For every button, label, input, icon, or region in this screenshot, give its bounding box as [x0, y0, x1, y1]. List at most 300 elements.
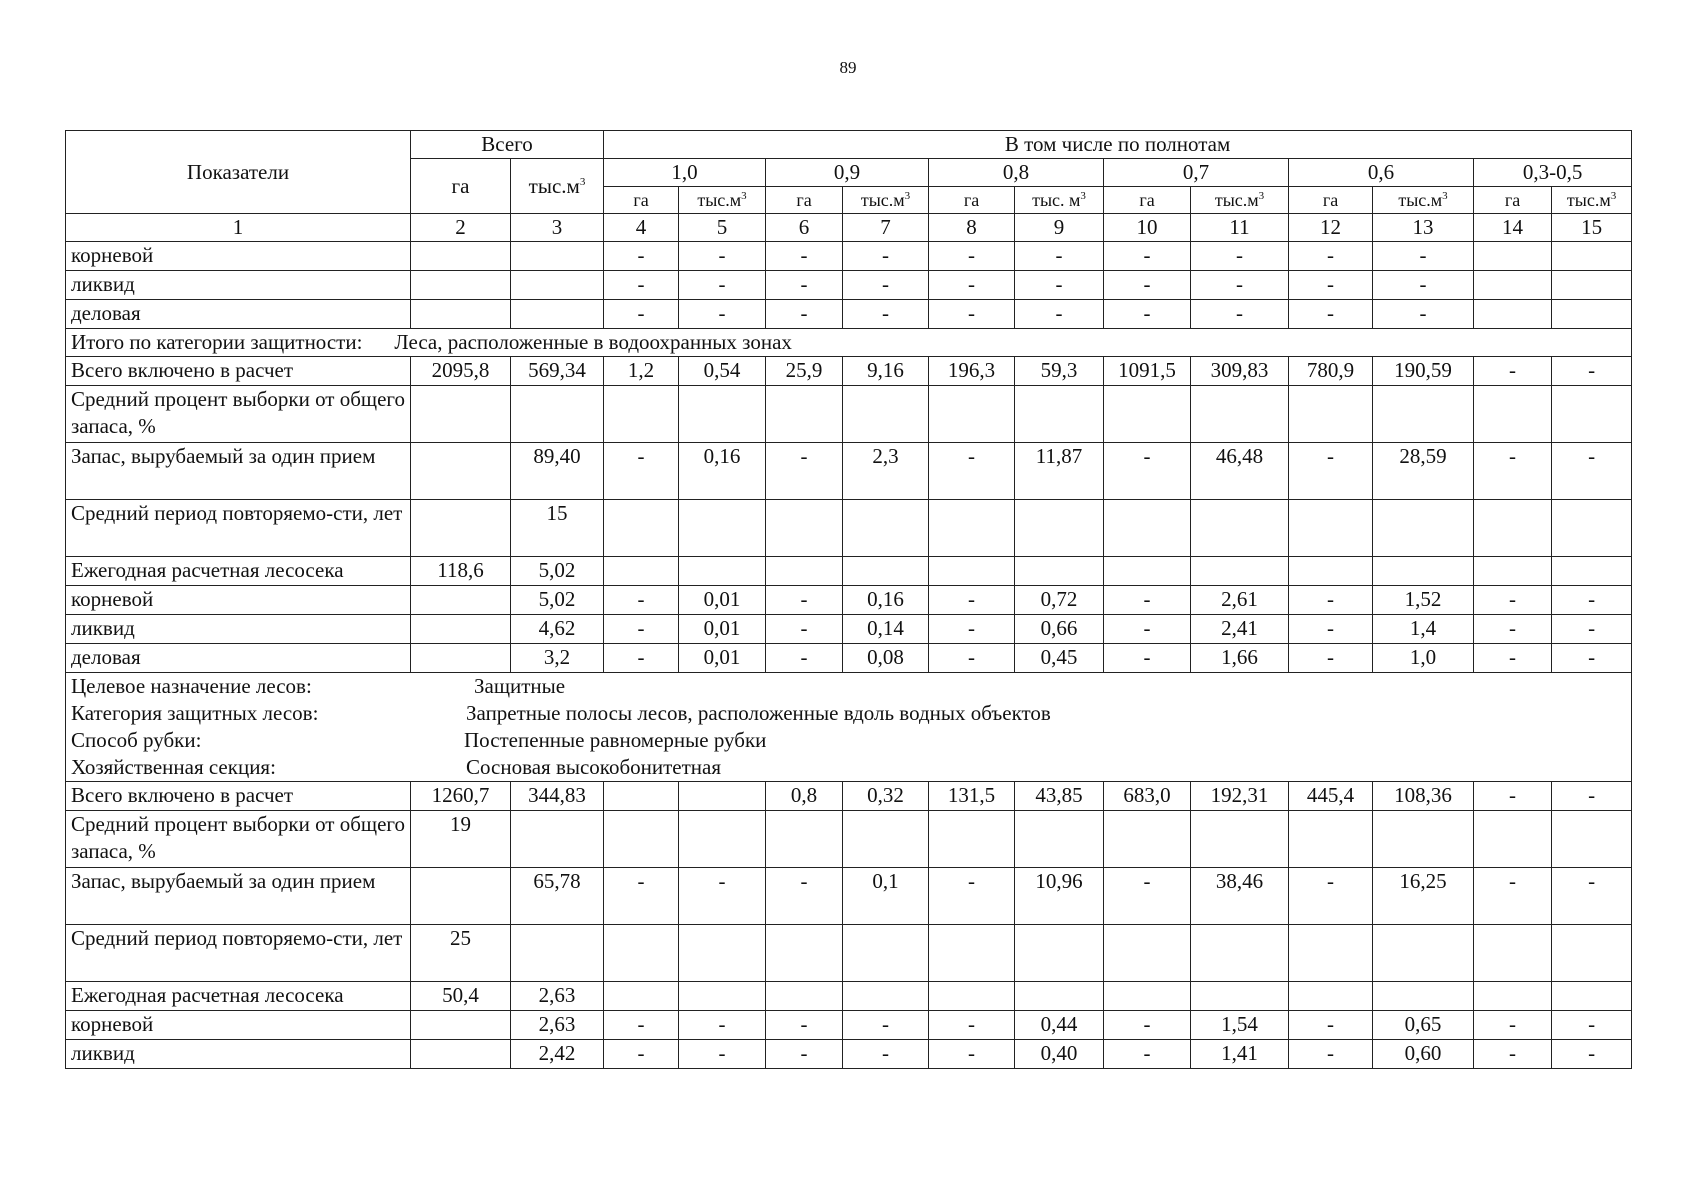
- table-cell: 2,63: [511, 1011, 604, 1040]
- info-label: Целевое назначение лесов:: [71, 674, 312, 698]
- table-cell: 0,14: [843, 615, 929, 644]
- table-cell: 25: [411, 925, 511, 982]
- table-cell: [604, 925, 679, 982]
- table-cell: -: [766, 615, 843, 644]
- table-cell: -: [604, 868, 679, 925]
- table-cell: [411, 300, 511, 329]
- table-cell: 0,60: [1373, 1040, 1474, 1069]
- table-cell: [1015, 557, 1104, 586]
- table-cell: [511, 271, 604, 300]
- table-cell: [929, 557, 1015, 586]
- header-sub-m3: тыс. $м^3$: [1015, 187, 1104, 214]
- info-value: Защитные: [474, 674, 566, 698]
- table-cell: -: [1289, 443, 1373, 500]
- table-cell: 2,63: [511, 982, 604, 1011]
- table-cell: [1104, 557, 1191, 586]
- header-sub-m3: $тыс.м^3$: [679, 187, 766, 214]
- column-number: 13: [1373, 214, 1474, 242]
- table-cell: [604, 782, 679, 811]
- table-cell: -: [1289, 300, 1373, 329]
- table-cell: -: [679, 300, 766, 329]
- table-cell: -: [1289, 586, 1373, 615]
- table-cell: 445,4: [1289, 782, 1373, 811]
- table-cell: -: [929, 1011, 1015, 1040]
- table-cell: -: [766, 586, 843, 615]
- header-sub-ha: га: [1289, 187, 1373, 214]
- info-label: Категория защитных лесов:: [71, 701, 319, 725]
- table-cell: [1289, 557, 1373, 586]
- header-sub-ha: га: [766, 187, 843, 214]
- table-cell: [1373, 925, 1474, 982]
- table-cell: 0,16: [679, 443, 766, 500]
- table-cell: 1260,7: [411, 782, 511, 811]
- row-label: Ежегодная расчетная лесосека: [66, 557, 411, 586]
- info-block: [66, 673, 1632, 782]
- table-cell: 5,02: [511, 557, 604, 586]
- table-cell: [843, 557, 929, 586]
- table-cell: [604, 811, 679, 868]
- table-cell: 780,9: [1289, 357, 1373, 386]
- table-cell: -: [1104, 271, 1191, 300]
- table-cell: 43,85: [1015, 782, 1104, 811]
- table-cell: [1191, 386, 1289, 443]
- table-cell: [1191, 982, 1289, 1011]
- table-cell: 683,0: [1104, 782, 1191, 811]
- table-cell: -: [679, 271, 766, 300]
- header-total-m3: $тыс.м^3$: [511, 159, 604, 214]
- info-line: [71, 700, 1626, 727]
- header-sub-ha: га: [929, 187, 1015, 214]
- table-cell: -: [1289, 1040, 1373, 1069]
- table-cell: 0,66: [1015, 615, 1104, 644]
- table-cell: 196,3: [929, 357, 1015, 386]
- table-row: [66, 443, 1632, 500]
- column-number: 10: [1104, 214, 1191, 242]
- table-cell: 1091,5: [1104, 357, 1191, 386]
- table-cell: [411, 242, 511, 271]
- row-label: Запас, вырубаемый за один прием: [66, 443, 411, 500]
- table-cell: [1474, 982, 1552, 1011]
- table-cell: -: [1104, 1011, 1191, 1040]
- table-cell: [511, 386, 604, 443]
- table-cell: 0,54: [679, 357, 766, 386]
- table-cell: [843, 500, 929, 557]
- table-cell: -: [604, 1011, 679, 1040]
- table-cell: [604, 557, 679, 586]
- table-cell: 0,72: [1015, 586, 1104, 615]
- table-cell: [411, 586, 511, 615]
- header-density-5: 0,6: [1289, 159, 1474, 187]
- header-density-3: 0,8: [929, 159, 1104, 187]
- table-cell: 46,48: [1191, 443, 1289, 500]
- table-cell: [604, 500, 679, 557]
- table-cell: -: [1191, 300, 1289, 329]
- table-row: [66, 557, 1632, 586]
- table-cell: [679, 782, 766, 811]
- table-cell: 15: [511, 500, 604, 557]
- header-density-2: 0,9: [766, 159, 929, 187]
- table-cell: -: [1015, 300, 1104, 329]
- table-cell: [1289, 982, 1373, 1011]
- table-cell: -: [1552, 586, 1632, 615]
- table-cell: -: [1552, 1040, 1632, 1069]
- table-cell: -: [604, 586, 679, 615]
- row-label: корневой: [66, 242, 411, 271]
- header-density-4: 0,7: [1104, 159, 1289, 187]
- table-cell: -: [929, 586, 1015, 615]
- table-cell: [929, 500, 1015, 557]
- header-sub-m3: $тыс.м^3$: [1552, 187, 1632, 214]
- table-cell: 569,34: [511, 357, 604, 386]
- table-cell: -: [1552, 868, 1632, 925]
- table-cell: [411, 443, 511, 500]
- table-cell: -: [766, 300, 843, 329]
- column-number: 4: [604, 214, 679, 242]
- table-row: [66, 982, 1632, 1011]
- table-cell: -: [1289, 615, 1373, 644]
- table-row: [66, 782, 1632, 811]
- table-cell: [411, 644, 511, 673]
- info-label: Хозяйственная секция:: [71, 755, 276, 779]
- table-cell: [1474, 300, 1552, 329]
- row-label: деловая: [66, 300, 411, 329]
- header-sub-m3: $тыс.м^3$: [1191, 187, 1289, 214]
- row-label: Запас, вырубаемый за один прием: [66, 868, 411, 925]
- row-label: ликвид: [66, 271, 411, 300]
- table-cell: 1,66: [1191, 644, 1289, 673]
- header-sub-m3: $тыс.м^3$: [1373, 187, 1474, 214]
- table-cell: -: [1289, 644, 1373, 673]
- table-cell: -: [929, 615, 1015, 644]
- table-cell: -: [1474, 357, 1552, 386]
- table-row: [66, 1011, 1632, 1040]
- table-row: [66, 300, 1632, 329]
- table-cell: 28,59: [1373, 443, 1474, 500]
- row-label: Средний период повторяемо-сти, лет: [66, 925, 411, 982]
- table-cell: -: [766, 1011, 843, 1040]
- table-cell: [766, 811, 843, 868]
- table-cell: [411, 868, 511, 925]
- table-cell: [679, 386, 766, 443]
- table-cell: 89,40: [511, 443, 604, 500]
- table-cell: -: [604, 615, 679, 644]
- table-cell: 2,3: [843, 443, 929, 500]
- table-cell: -: [1373, 271, 1474, 300]
- column-number: 9: [1015, 214, 1104, 242]
- table-cell: 1,4: [1373, 615, 1474, 644]
- table-cell: -: [766, 644, 843, 673]
- table-cell: [1015, 386, 1104, 443]
- table-cell: [1289, 500, 1373, 557]
- table-cell: -: [929, 300, 1015, 329]
- table-cell: -: [604, 1040, 679, 1069]
- category-total-value: Леса, расположенные в водоохранных зонах: [394, 330, 792, 354]
- header-sub-m3: $тыс.м^3$: [843, 187, 929, 214]
- table-cell: [1104, 982, 1191, 1011]
- header-density-1: 1,0: [604, 159, 766, 187]
- table-cell: [1552, 925, 1632, 982]
- table-cell: [1289, 925, 1373, 982]
- table-cell: -: [1552, 443, 1632, 500]
- column-number: 7: [843, 214, 929, 242]
- table-row: [66, 271, 1632, 300]
- table-cell: -: [929, 443, 1015, 500]
- forest-calculation-table: [65, 130, 1632, 1069]
- table-cell: 344,83: [511, 782, 604, 811]
- row-label: Всего включено в расчет: [66, 782, 411, 811]
- row-label: Средний процент выборки от общего запаса, %: [66, 811, 411, 868]
- table-cell: [511, 242, 604, 271]
- header-total-ha: га: [411, 159, 511, 214]
- category-total-label: Итого по категории защитности:: [71, 330, 363, 354]
- table-cell: -: [1552, 615, 1632, 644]
- table-cell: -: [604, 644, 679, 673]
- table-cell: -: [929, 271, 1015, 300]
- table-cell: 3,2: [511, 644, 604, 673]
- table-row: [66, 357, 1632, 386]
- table-cell: -: [679, 242, 766, 271]
- row-label: Средний период повторяемо-сти, лет: [66, 500, 411, 557]
- header-sub-ha: га: [1104, 187, 1191, 214]
- table-cell: [1552, 557, 1632, 586]
- info-value: Постепенные равномерные рубки: [464, 728, 767, 752]
- table-cell: [1373, 811, 1474, 868]
- table-cell: [1552, 500, 1632, 557]
- table-cell: -: [843, 242, 929, 271]
- table-cell: [1191, 500, 1289, 557]
- table-cell: [679, 557, 766, 586]
- table-cell: -: [929, 644, 1015, 673]
- table-cell: [766, 500, 843, 557]
- info-value: Запретные полосы лесов, расположенные вдоль водных объектов: [466, 701, 1051, 725]
- table-cell: 38,46: [1191, 868, 1289, 925]
- table-cell: [1104, 925, 1191, 982]
- table-cell: -: [843, 1040, 929, 1069]
- table-cell: -: [1474, 644, 1552, 673]
- table-cell: [1373, 557, 1474, 586]
- table-cell: -: [1104, 644, 1191, 673]
- table-cell: -: [1474, 868, 1552, 925]
- table-row: [66, 586, 1632, 615]
- table-cell: -: [604, 300, 679, 329]
- table-cell: [411, 615, 511, 644]
- table-cell: [1289, 386, 1373, 443]
- table-cell: [1015, 811, 1104, 868]
- table-cell: -: [1474, 586, 1552, 615]
- table-cell: -: [604, 271, 679, 300]
- table-cell: [843, 925, 929, 982]
- table-cell: -: [1474, 1011, 1552, 1040]
- info-line: [71, 673, 1626, 700]
- table-cell: [1474, 811, 1552, 868]
- table-cell: [1474, 925, 1552, 982]
- table-cell: -: [1289, 271, 1373, 300]
- table-cell: [679, 500, 766, 557]
- table-cell: [1552, 242, 1632, 271]
- table-cell: [1552, 811, 1632, 868]
- table-cell: 5,02: [511, 586, 604, 615]
- table-cell: [411, 500, 511, 557]
- table-cell: -: [1015, 271, 1104, 300]
- table-cell: [1191, 811, 1289, 868]
- table-cell: [1104, 811, 1191, 868]
- column-number: 5: [679, 214, 766, 242]
- table-row: [66, 615, 1632, 644]
- row-label: Ежегодная расчетная лесосека: [66, 982, 411, 1011]
- table-row: [66, 925, 1632, 982]
- table-row: [66, 811, 1632, 868]
- table-cell: 1,2: [604, 357, 679, 386]
- table-cell: [1373, 386, 1474, 443]
- page-number: 89: [839, 58, 857, 77]
- row-label: ликвид: [66, 1040, 411, 1069]
- table-cell: -: [1474, 1040, 1552, 1069]
- table-cell: -: [604, 443, 679, 500]
- table-cell: [843, 811, 929, 868]
- table-cell: -: [1552, 1011, 1632, 1040]
- category-total-cell: [66, 329, 1632, 357]
- row-label: корневой: [66, 586, 411, 615]
- table-cell: [1289, 811, 1373, 868]
- table-cell: [1015, 925, 1104, 982]
- table-cell: [843, 982, 929, 1011]
- table-cell: 65,78: [511, 868, 604, 925]
- header-total: Всего: [411, 131, 604, 159]
- column-number: 6: [766, 214, 843, 242]
- info-line: [71, 727, 1626, 754]
- table-cell: 0,1: [843, 868, 929, 925]
- table-cell: [1552, 982, 1632, 1011]
- table-cell: -: [843, 271, 929, 300]
- column-number: 1: [66, 214, 411, 242]
- table-cell: [511, 811, 604, 868]
- table-cell: [929, 811, 1015, 868]
- table-row: [66, 242, 1632, 271]
- header-sub-ha: га: [1474, 187, 1552, 214]
- column-number: 8: [929, 214, 1015, 242]
- table-cell: 2,42: [511, 1040, 604, 1069]
- table-cell: 50,4: [411, 982, 511, 1011]
- table-cell: -: [604, 242, 679, 271]
- table-cell: [929, 925, 1015, 982]
- table-cell: 2,41: [1191, 615, 1289, 644]
- table-cell: [929, 982, 1015, 1011]
- table-cell: [511, 300, 604, 329]
- category-total-row: [66, 329, 1632, 357]
- table-cell: -: [1104, 615, 1191, 644]
- table-cell: 309,83: [1191, 357, 1289, 386]
- table-cell: [511, 925, 604, 982]
- table-cell: [411, 1011, 511, 1040]
- table-cell: [1474, 386, 1552, 443]
- row-label: Всего включено в расчет: [66, 357, 411, 386]
- table-cell: -: [1474, 615, 1552, 644]
- table-cell: 1,54: [1191, 1011, 1289, 1040]
- table-cell: [766, 982, 843, 1011]
- table-cell: [766, 925, 843, 982]
- table-cell: -: [1191, 242, 1289, 271]
- info-line: [71, 754, 1626, 781]
- table-cell: -: [1474, 443, 1552, 500]
- table-cell: -: [1289, 868, 1373, 925]
- table-cell: -: [843, 300, 929, 329]
- table-cell: [679, 982, 766, 1011]
- table-cell: [1104, 500, 1191, 557]
- table-cell: -: [1104, 586, 1191, 615]
- table-cell: 0,01: [679, 615, 766, 644]
- table-cell: 0,45: [1015, 644, 1104, 673]
- column-number: 12: [1289, 214, 1373, 242]
- table-cell: -: [1474, 782, 1552, 811]
- table-cell: -: [1015, 242, 1104, 271]
- table-cell: [1373, 500, 1474, 557]
- table-cell: -: [843, 1011, 929, 1040]
- table-cell: -: [929, 868, 1015, 925]
- table-cell: [766, 386, 843, 443]
- column-number: 2: [411, 214, 511, 242]
- table-cell: 0,08: [843, 644, 929, 673]
- table-cell: -: [1552, 357, 1632, 386]
- table-cell: [604, 982, 679, 1011]
- table-cell: [843, 386, 929, 443]
- row-label: ликвид: [66, 615, 411, 644]
- table-cell: [1373, 982, 1474, 1011]
- table-cell: -: [1552, 644, 1632, 673]
- table-cell: [411, 1040, 511, 1069]
- row-label: деловая: [66, 644, 411, 673]
- table-cell: [411, 271, 511, 300]
- table-cell: [679, 811, 766, 868]
- table-cell: 25,9: [766, 357, 843, 386]
- table-cell: -: [929, 1040, 1015, 1069]
- table-cell: 2,61: [1191, 586, 1289, 615]
- table-cell: -: [1552, 782, 1632, 811]
- table-cell: [1474, 242, 1552, 271]
- table-cell: [1015, 982, 1104, 1011]
- table-cell: 10,96: [1015, 868, 1104, 925]
- header-indicators: Показатели: [66, 131, 411, 214]
- table-cell: 0,16: [843, 586, 929, 615]
- table-row: [66, 868, 1632, 925]
- header-row-1: [66, 131, 1632, 159]
- table-cell: 0,32: [843, 782, 929, 811]
- table-cell: -: [1104, 868, 1191, 925]
- table-cell: -: [1191, 271, 1289, 300]
- table-cell: 1,52: [1373, 586, 1474, 615]
- table-cell: 0,8: [766, 782, 843, 811]
- table-cell: [1474, 500, 1552, 557]
- table-cell: [1104, 386, 1191, 443]
- table-cell: 0,65: [1373, 1011, 1474, 1040]
- table-cell: 0,44: [1015, 1011, 1104, 1040]
- table-row: [66, 500, 1632, 557]
- table-cell: [766, 557, 843, 586]
- table-cell: 59,3: [1015, 357, 1104, 386]
- table-cell: [1015, 500, 1104, 557]
- header-sub-ha: га: [604, 187, 679, 214]
- table-cell: -: [1373, 300, 1474, 329]
- info-block-row: [66, 673, 1632, 782]
- table-cell: -: [766, 1040, 843, 1069]
- table-cell: 0,01: [679, 586, 766, 615]
- table-cell: 1,41: [1191, 1040, 1289, 1069]
- column-number: 15: [1552, 214, 1632, 242]
- table-cell: 192,31: [1191, 782, 1289, 811]
- table-cell: 4,62: [511, 615, 604, 644]
- table-cell: -: [679, 1040, 766, 1069]
- header-by-density: В том числе по полнотам: [604, 131, 1632, 159]
- table-cell: [1552, 300, 1632, 329]
